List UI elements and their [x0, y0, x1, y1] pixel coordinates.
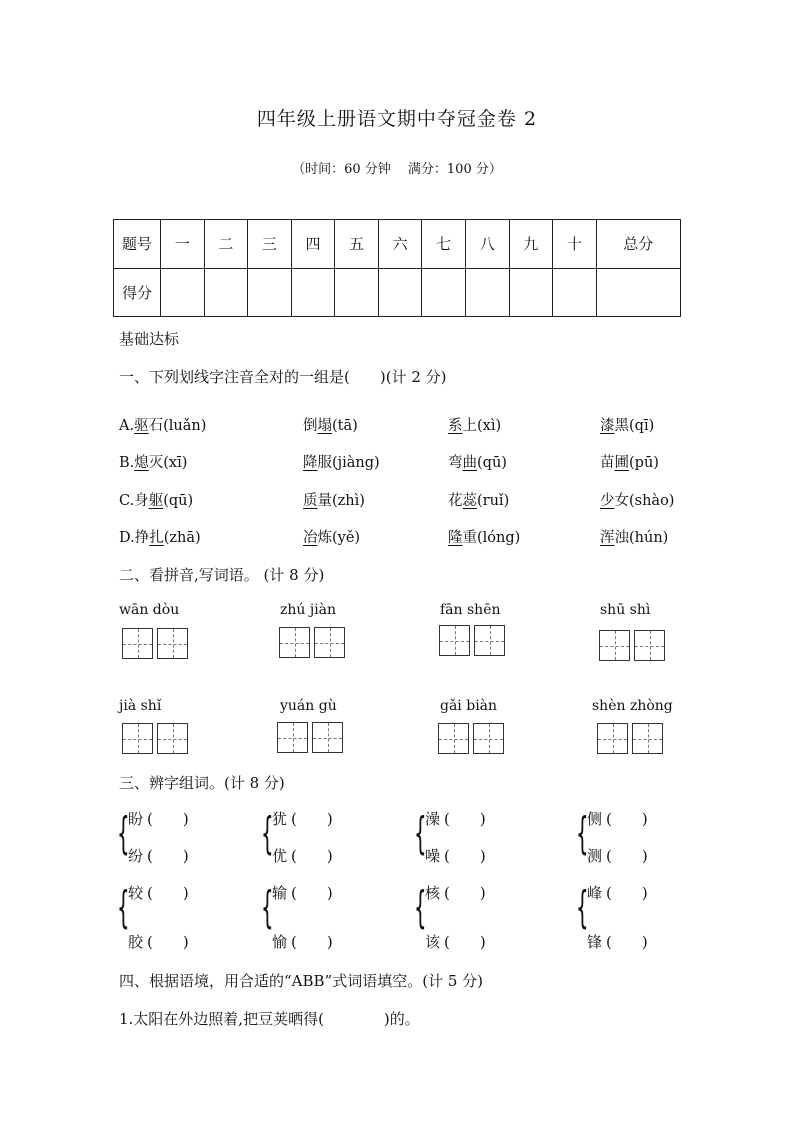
word-group-line	[272, 808, 333, 829]
pinyin-label: wān dòu	[119, 602, 180, 618]
q1-option	[303, 526, 360, 547]
word-group-line	[128, 845, 189, 866]
grid-cell[interactable]	[474, 625, 505, 656]
score-cell: 九	[509, 220, 553, 269]
underlined-char: 圃	[614, 455, 629, 471]
word-group-line	[425, 931, 486, 952]
underlined-char: 塌	[317, 418, 332, 434]
grid-cell[interactable]	[314, 627, 345, 658]
score-table-header-row	[114, 220, 681, 269]
score-input-cell[interactable]	[335, 268, 379, 317]
underlined-char: 蕊	[462, 493, 477, 509]
brace: {	[117, 808, 130, 859]
writing-grid[interactable]	[438, 723, 508, 754]
word-group-line	[272, 931, 333, 952]
score-input-cell[interactable]	[248, 268, 292, 317]
score-input-cell[interactable]	[291, 268, 335, 317]
option-rest: 黑(qī)	[614, 418, 655, 434]
underlined-char: 降	[303, 455, 318, 471]
underlined-char: 熄	[134, 455, 149, 471]
character: 盼	[128, 810, 144, 828]
pinyin-label: yuán gù	[280, 698, 337, 714]
underlined-char: 系	[448, 418, 463, 434]
writing-grid[interactable]	[122, 628, 192, 659]
q1-option	[600, 489, 674, 510]
option-rest: (pū)	[629, 455, 659, 471]
score-input-cell[interactable]	[204, 268, 248, 317]
score-table-score-row	[114, 268, 681, 317]
option-rest: (qū)	[477, 455, 507, 471]
underlined-char: 漆	[600, 418, 615, 434]
score-input-cell[interactable]	[553, 268, 597, 317]
option-rest: 上(xì)	[462, 418, 502, 434]
grid-cell[interactable]	[157, 723, 188, 754]
answer-blank[interactable]: ( )	[147, 884, 189, 902]
score-cell: 题号	[114, 220, 161, 269]
score-cell: 总分	[596, 220, 680, 269]
q1-option	[448, 414, 501, 435]
q2-heading: 二、看拼音,写词语。 (计 8 分)	[119, 566, 325, 584]
q1-heading: 一、下列划线字注音全对的一组是( )(计 2 分)	[119, 368, 447, 386]
word-group-line	[272, 882, 333, 903]
underlined-char: 曲	[462, 455, 477, 471]
option-rest: 量(zhì)	[317, 493, 365, 509]
score-input-cell[interactable]	[422, 268, 466, 317]
word-group-line	[128, 808, 189, 829]
writing-grid[interactable]	[597, 723, 667, 754]
q1-option	[119, 526, 201, 547]
answer-blank[interactable]: ( )	[606, 884, 648, 902]
character: 纷	[128, 847, 144, 865]
grid-cell[interactable]	[599, 630, 630, 661]
section-basic: 基础达标	[119, 330, 180, 348]
option-prefix: D.挣	[119, 530, 150, 546]
option-prefix: A.	[119, 418, 135, 434]
option-prefix: 倒	[303, 418, 318, 434]
option-rest: 浊(hún)	[614, 530, 669, 546]
character: 侧	[587, 810, 603, 828]
brace: {	[414, 808, 427, 859]
option-prefix: 苗	[600, 455, 615, 471]
answer-blank[interactable]: ( )	[444, 933, 486, 951]
grid-cell[interactable]	[634, 630, 665, 661]
answer-blank[interactable]: ( )	[147, 810, 189, 828]
q1-option	[600, 414, 654, 435]
q1-option	[448, 489, 509, 510]
score-table	[113, 219, 681, 317]
option-prefix: 花	[448, 493, 463, 509]
page-title: 四年级上册语文期中夺冠金卷 2	[256, 108, 538, 130]
answer-blank[interactable]: ( )	[606, 933, 648, 951]
answer-blank[interactable]: ( )	[606, 847, 648, 865]
brace: {	[414, 882, 427, 933]
grid-cell[interactable]	[439, 625, 470, 656]
underlined-char: 扎	[149, 530, 164, 546]
underlined-char: 隆	[448, 530, 463, 546]
score-input-cell[interactable]	[465, 268, 509, 317]
option-rest: (ruǐ)	[477, 493, 510, 509]
answer-blank[interactable]: ( )	[444, 810, 486, 828]
score-cell: 一	[161, 220, 205, 269]
writing-grid[interactable]	[439, 625, 509, 656]
pinyin-label: fān shēn	[440, 602, 501, 618]
option-rest: 服(jiàng)	[317, 455, 380, 471]
underlined-char: 驱	[134, 418, 149, 434]
q1-option	[600, 526, 668, 547]
writing-grid[interactable]	[279, 627, 349, 658]
character: 澡	[425, 810, 441, 828]
score-cell: 七	[422, 220, 466, 269]
word-group-line	[272, 845, 333, 866]
score-cell: 得分	[114, 268, 161, 317]
q1-option	[119, 489, 193, 510]
option-rest: 灭(xī)	[148, 455, 188, 471]
grid-cell[interactable]	[122, 723, 153, 754]
score-cell: 二	[204, 220, 248, 269]
pinyin-label: jià shǐ	[119, 698, 162, 714]
underlined-char: 冶	[303, 530, 318, 546]
grid-cell[interactable]	[279, 627, 310, 658]
word-group-line	[587, 882, 648, 903]
word-group-line	[425, 845, 486, 866]
grid-cell[interactable]	[157, 628, 188, 659]
option-rest: 石(luǎn)	[148, 418, 207, 434]
option-rest: 炼(yě)	[317, 530, 361, 546]
pinyin-label: shèn zhòng	[592, 698, 673, 714]
word-group-line	[587, 931, 648, 952]
q1-option	[303, 414, 358, 435]
q1-option	[303, 489, 365, 510]
writing-grid[interactable]	[599, 630, 669, 661]
brace: {	[117, 882, 130, 933]
character: 愉	[272, 933, 288, 951]
character: 噪	[425, 847, 441, 865]
score-input-cell[interactable]	[161, 268, 205, 317]
score-input-cell[interactable]	[378, 268, 422, 317]
word-group-line	[425, 882, 486, 903]
option-prefix: B.	[119, 455, 135, 471]
underlined-char: 浑	[600, 530, 615, 546]
underlined-char: 躯	[148, 493, 164, 509]
score-cell: 六	[378, 220, 422, 269]
q4-item-1: 1.太阳在外边照着,把豆荚晒得( )的。	[119, 1010, 420, 1028]
character: 核	[425, 884, 441, 902]
writing-grid[interactable]	[122, 723, 192, 754]
word-group-line	[587, 808, 648, 829]
writing-grid[interactable]	[277, 722, 347, 753]
answer-blank[interactable]: ( )	[291, 810, 333, 828]
score-cell: 十	[553, 220, 597, 269]
character: 测	[587, 847, 603, 865]
answer-blank[interactable]: ( )	[147, 933, 189, 951]
word-group-line	[128, 931, 189, 952]
q1-option	[448, 526, 520, 547]
q3-heading: 三、辨字组词。(计 8 分)	[119, 774, 285, 792]
option-rest: 女(shào)	[614, 493, 675, 509]
q1-option	[600, 451, 659, 472]
score-cell: 五	[335, 220, 379, 269]
option-rest: (tā)	[332, 418, 358, 434]
q1-option	[448, 451, 507, 472]
word-group-line	[425, 808, 486, 829]
pinyin-label: gǎi biàn	[440, 698, 498, 714]
option-rest: (qū)	[163, 493, 194, 509]
option-rest: (zhā)	[163, 530, 201, 546]
answer-blank[interactable]: ( )	[291, 933, 333, 951]
answer-blank[interactable]: ( )	[606, 810, 648, 828]
grid-cell[interactable]	[632, 723, 663, 754]
option-rest: 重(lóng)	[462, 530, 521, 546]
grid-cell[interactable]	[312, 722, 343, 753]
character: 输	[272, 884, 288, 902]
character: 胶	[128, 933, 144, 951]
score-cell: 四	[291, 220, 335, 269]
score-input-cell[interactable]	[596, 268, 680, 317]
answer-blank[interactable]: ( )	[147, 847, 189, 865]
grid-cell[interactable]	[473, 723, 504, 754]
option-prefix: C.身	[119, 493, 149, 509]
character: 犹	[272, 810, 288, 828]
q1-option	[303, 451, 380, 472]
answer-blank[interactable]: ( )	[291, 884, 333, 902]
score-input-cell[interactable]	[509, 268, 553, 317]
pinyin-label: zhú jiàn	[280, 602, 337, 618]
brace: {	[261, 882, 274, 933]
word-group-line	[587, 845, 648, 866]
character: 峰	[587, 884, 603, 902]
brace: {	[261, 808, 274, 859]
underlined-char: 质	[303, 493, 318, 509]
brace: {	[576, 882, 589, 933]
grid-cell[interactable]	[122, 628, 153, 659]
q4-heading: 四、根据语境，用合适的“ABB”式词语填空。(计 5 分)	[119, 972, 484, 990]
grid-cell[interactable]	[597, 723, 628, 754]
answer-blank[interactable]: ( )	[291, 847, 333, 865]
answer-blank[interactable]: ( )	[444, 847, 486, 865]
character: 锋	[587, 933, 603, 951]
page-subtitle: （时间：60 分钟 满分：100 分）	[292, 162, 502, 177]
answer-blank[interactable]: ( )	[444, 884, 486, 902]
grid-cell[interactable]	[438, 723, 469, 754]
character: 该	[425, 933, 441, 951]
option-prefix: 弯	[448, 455, 463, 471]
grid-cell[interactable]	[277, 722, 308, 753]
brace: {	[576, 808, 589, 859]
q1-option	[119, 451, 187, 472]
underlined-char: 少	[600, 493, 615, 509]
word-group-line	[128, 882, 189, 903]
pinyin-label: shū shì	[600, 602, 651, 618]
q1-option	[119, 414, 206, 435]
character: 优	[272, 847, 288, 865]
score-cell: 三	[248, 220, 292, 269]
character: 较	[128, 884, 144, 902]
score-cell: 八	[465, 220, 509, 269]
